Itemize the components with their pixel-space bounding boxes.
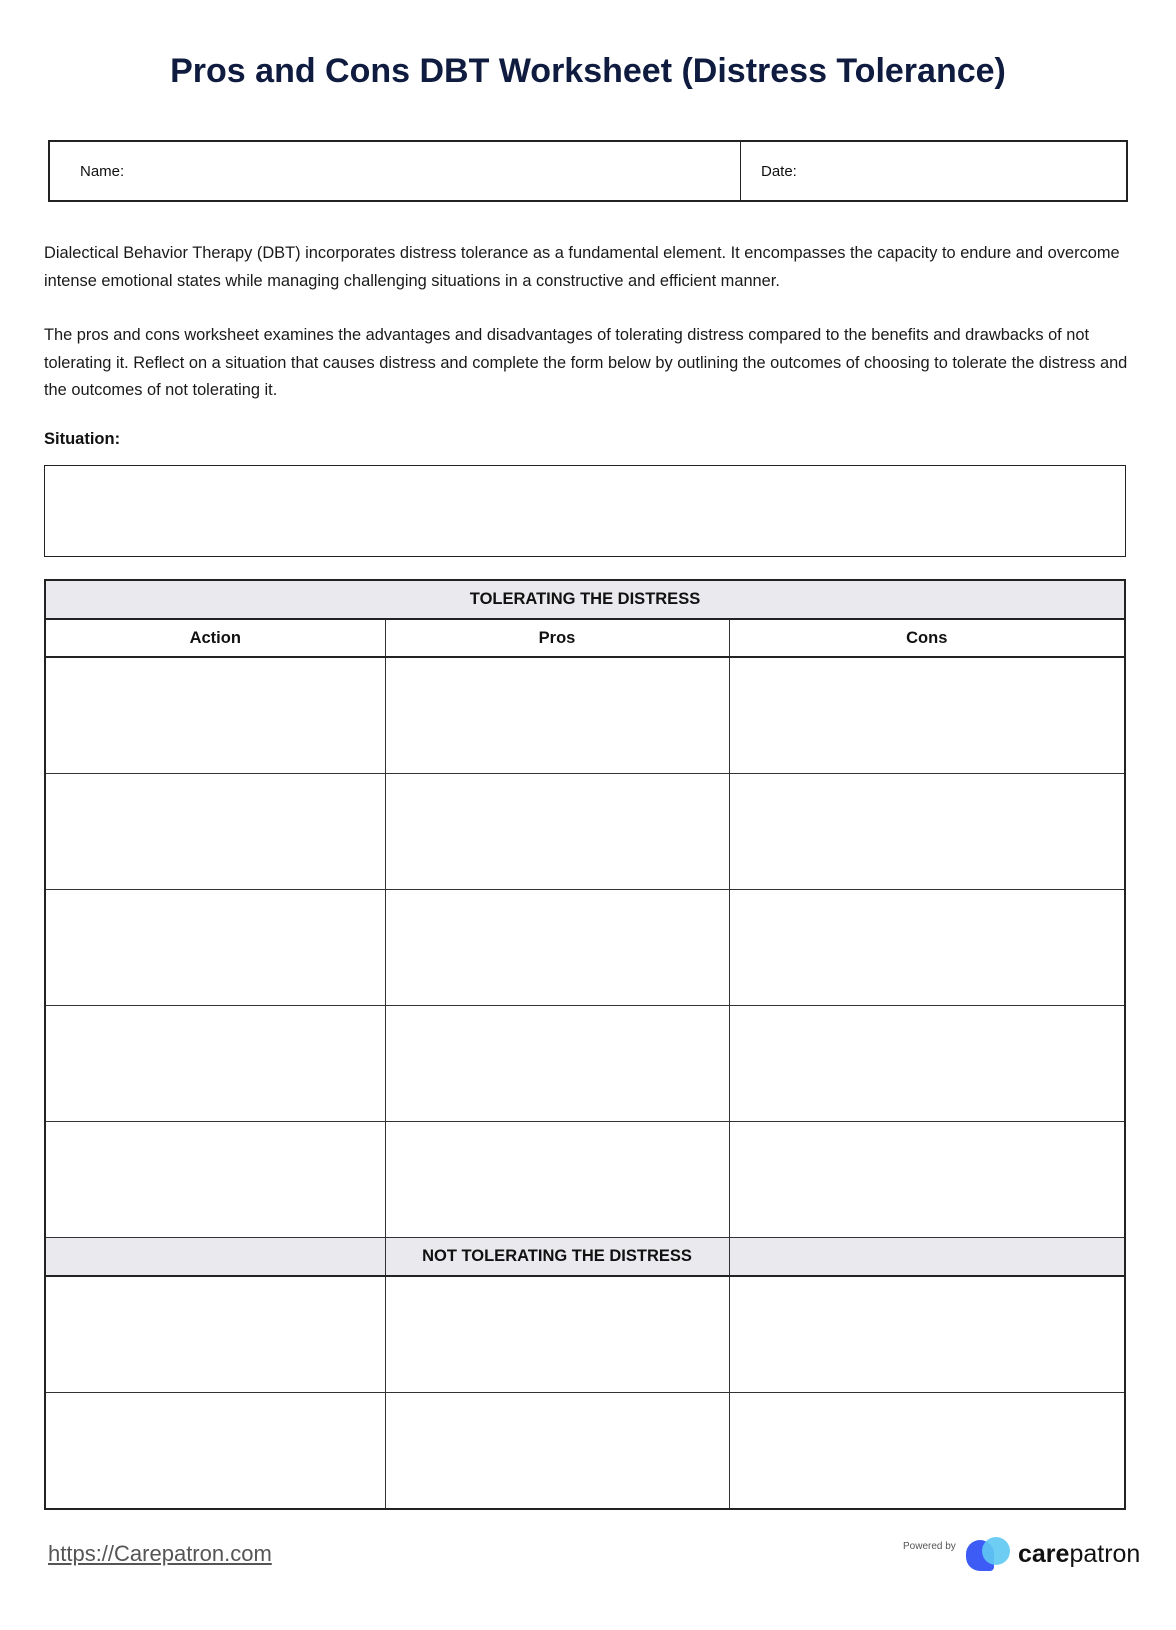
table-row [45, 657, 1125, 774]
cons-cell[interactable] [729, 890, 1125, 1006]
action-cell[interactable] [45, 1276, 385, 1393]
action-cell[interactable] [45, 890, 385, 1006]
carepatron-logo [966, 1537, 1140, 1571]
column-header-cons: Cons [729, 619, 1125, 657]
cons-cell[interactable] [729, 1006, 1125, 1122]
section-blank-cell [729, 1238, 1125, 1277]
cons-cell[interactable] [729, 774, 1125, 890]
carepatron-link[interactable]: https://Carepatron.com [48, 1541, 272, 1566]
section-header-tolerating [45, 580, 1125, 619]
name-date-box [48, 140, 1128, 202]
intro-paragraph-1: Dialectical Behavior Therapy (DBT) incorporates distress tolerance as a fundamental element. It encompasses the capacity to endure and overcome intense emotional states while managing challenging situations in a constructive and efficient manner. [44, 244, 1120, 290]
section-title-tolerating: TOLERATING THE DISTRESS [45, 580, 1125, 619]
section-title-not-tolerating: NOT TOLERATING THE DISTRESS [385, 1238, 729, 1277]
pros-cell[interactable] [385, 890, 729, 1006]
section-header-not-tolerating [45, 1238, 1125, 1277]
brand-bold: care [1018, 1539, 1070, 1568]
page-title: Pros and Cons DBT Worksheet (Distress Tolerance) [170, 52, 1006, 90]
brand-rest: patron [1069, 1539, 1141, 1568]
date-label: Date: [761, 162, 797, 180]
pros-cell[interactable] [385, 1276, 729, 1393]
date-field[interactable] [741, 142, 1126, 200]
table-row [45, 1006, 1125, 1122]
action-cell[interactable] [45, 1006, 385, 1122]
pros-cell[interactable] [385, 1393, 729, 1510]
pros-cell[interactable] [385, 774, 729, 890]
cons-cell[interactable] [729, 1122, 1125, 1238]
table-row [45, 1393, 1125, 1510]
table-row [45, 1122, 1125, 1238]
table-row [45, 1276, 1125, 1393]
carepatron-logo-icon [966, 1537, 1012, 1571]
pros-cons-table [44, 579, 1126, 1510]
intro-paragraph-2: The pros and cons worksheet examines the advantages and disadvantages of tolerating distress compared to the benefits and drawbacks of not tolerating it. Reflect on a situation that causes distress and complete the form below by outlining the outcomes of choosing to tolerate the distress and the outcomes of not tolerating it. [44, 326, 1128, 399]
carepatron-wordmark [1018, 1540, 1140, 1569]
pros-cell[interactable] [385, 1006, 729, 1122]
name-field[interactable] [50, 142, 741, 200]
situation-label: Situation: [44, 430, 121, 448]
powered-by-label: Powered by [903, 1541, 956, 1552]
pros-cell[interactable] [385, 1122, 729, 1238]
table-row [45, 890, 1125, 1006]
situation-input[interactable] [44, 465, 1126, 557]
cons-cell[interactable] [729, 657, 1125, 774]
action-cell[interactable] [45, 1122, 385, 1238]
cons-cell[interactable] [729, 1276, 1125, 1393]
column-header-action: Action [45, 619, 385, 657]
column-headers [45, 619, 1125, 657]
column-header-pros: Pros [385, 619, 729, 657]
section-blank-cell [45, 1238, 385, 1277]
table-row [45, 774, 1125, 890]
cons-cell[interactable] [729, 1393, 1125, 1510]
action-cell[interactable] [45, 1393, 385, 1510]
pros-cell[interactable] [385, 657, 729, 774]
action-cell[interactable] [45, 774, 385, 890]
action-cell[interactable] [45, 657, 385, 774]
name-label: Name: [80, 162, 125, 180]
